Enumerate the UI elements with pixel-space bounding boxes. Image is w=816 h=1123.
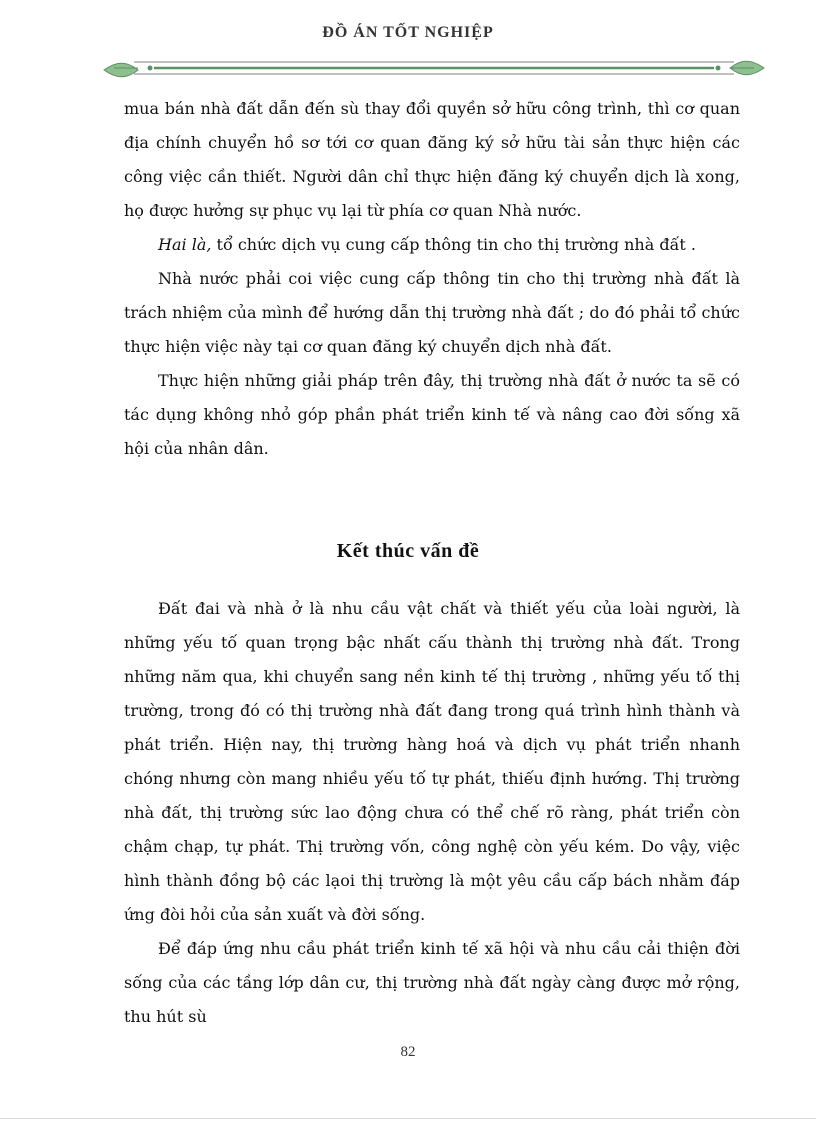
document-header-title: ĐỒ ÁN TỐT NGHIỆP — [322, 24, 494, 41]
decorative-header-rule — [96, 52, 772, 86]
paragraph-market-expansion: Để đáp ứng nhu cầu phát triển kinh tế xã hội và nhu cầu cải thiện đời sống của các tầng lớp dân cư, thị trường nhà đất ngày càng được mở rộng, thu hút sù — [124, 939, 740, 1026]
paragraph-information-service-label: Hai là, — [158, 235, 212, 254]
paragraph-solution-effect: Thực hiện những giải pháp trên đây, thị trường nhà đất ở nước ta sẽ có tác dụng không nhỏ góp phần phát triển kinh tế và nâng cao đời sống xã hội của nhân dân. — [124, 371, 740, 458]
conclusion-text-block — [124, 592, 740, 1034]
conclusion-heading: Kết thúc vấn đề — [336, 540, 480, 562]
paragraph-information-service — [124, 228, 740, 262]
paragraph-market-development: Đất đai và nhà ở là nhu cầu vật chất và thiết yếu của loài người, là những yếu tố quan trọng bậc nhất cấu thành thị trường nhà đất. Trong những năm qua, khi chuyển sang nền kinh tế thị trường , những yếu tố thị trường, trong đó có thị trường nhà đất đang trong quá trình hình thành và phát triển. Hiện nay, thị trường hàng hoá và dịch vụ phát triển nhanh chóng nhưng còn mang nhiều yếu tố tự phát, thiếu định hướng. Thị trường nhà đất, thị trường sức lao động chưa có thể chế rõ ràng, phát triển còn chậm chạp, tự phát. Thị trường vốn, công nghệ còn yếu kém. Do vậy, việc hình thành đồng bộ các lạoi thị trường là một yêu cầu cấp bách nhằm đáp ứng đòi hỏi của sản xuất và đời sống. — [124, 599, 740, 924]
paragraph-ownership-transfer: mua bán nhà đất dẫn đến sù thay đổi quyền sở hữu công trình, thì cơ quan địa chính chuyển hồ sơ tới cơ quan đăng ký sở hữu tài sản thực hiện các công việc cần thiết. Người dân chỉ thực hiện đăng ký chuyển dịch là xong, họ được hưởng sự phục vụ lại từ phía cơ quan Nhà nước. — [124, 99, 740, 220]
paragraph-information-service-text: tổ chức dịch vụ cung cấp thông tin cho thị trường nhà đất . — [211, 235, 696, 254]
page-number: 82 — [400, 1044, 416, 1060]
paragraph-state-responsibility: Nhà nước phải coi việc cung cấp thông tin cho thị trường nhà đất là trách nhiệm của mình để hướng dẫn thị trường nhà đất ; do đó phải tổ chức thực hiện việc này tại cơ quan đăng ký chuyển dịch nhà đất. — [124, 269, 740, 356]
page-bottom-divider — [0, 1118, 816, 1119]
intro-text-block — [124, 92, 740, 466]
